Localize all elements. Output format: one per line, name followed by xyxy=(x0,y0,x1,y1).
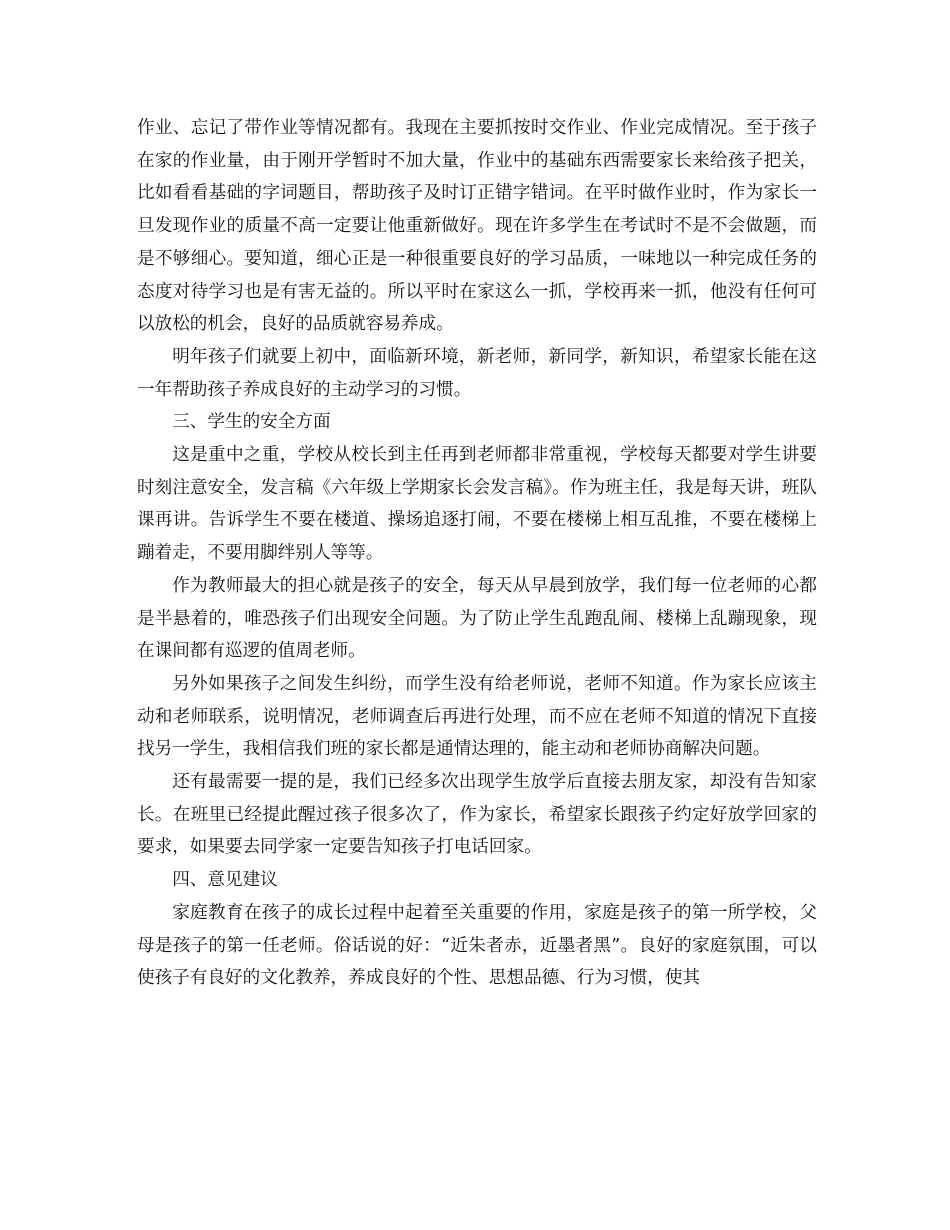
paragraph-teacher-concern: 作为教师最大的担心就是孩子的安全，每天从早晨到放学，我们每一位老师的心都是半悬着的，唯恐孩子们出现安全问题。为了防止学生乱跑乱闹、楼梯上乱蹦现象，现在课间都有巡逻的值周老师。 xyxy=(137,575,817,662)
paragraph-family-education: 家庭教育在孩子的成长过程中起着至关重要的作用，家庭是孩子的第一所学校，父母是孩子的第一任老师。俗话说的好：“近朱者赤，近墨者黑”。良好的家庭氛围，可以使孩子有良好的文化教养，养成良好的个性、思想品德、行为习惯，使其 xyxy=(137,902,817,989)
paragraph-junior-high: 明年孩子们就要上初中，面临新环境，新老师，新同学，新知识，希望家长能在这一年帮助孩子养成良好的主动学习的习惯。 xyxy=(137,346,817,400)
paragraph-disputes: 另外如果孩子之间发生纠纷，而学生没有给老师说，老师不知道。作为家长应该主动和老师联系，说明情况，老师调查后再进行处理，而不应在老师不知道的情况下直接找另一学生，我相信我们班的家长都是通情达理的，能主动和老师协商解决问题。 xyxy=(137,673,817,760)
paragraph-after-school: 还有最需要一提的是，我们已经多次出现学生放学后直接去朋友家，却没有告知家长。在班里已经提此醒过孩子很多次了，作为家长，希望家长跟孩子约定好放学回家的要求，如果要去同学家一定要告知孩子打电话回家。 xyxy=(137,772,817,858)
paragraph-homework: 作业、忘记了带作业等情况都有。我现在主要抓按时交作业、作业完成情况。至于孩子在家的作业量，由于刚开学暂时不加大量，作业中的基础东西需要家长来给孩子把关，比如看看基础的字词题目，帮助孩子及时订正错字错词。在平时做作业时，作为家长一旦发现作业的质量不高一定要让他重新做好。现在许多学生在考试时不是不会做题，而是不够细心。要知道，细心正是一种很重要良好的学习品质，一味地以一种完成任务的态度对待学习也是有害无益的。所以平时在家这么一抓，学校再来一抓，他没有任何可以放松的机会，良好的品质就容易养成。 xyxy=(137,118,817,335)
section-heading-safety: 三、学生的安全方面 xyxy=(172,412,331,433)
section-heading-suggestions: 四、意见建议 xyxy=(172,870,278,891)
paragraph-safety-importance: 这是重中之重，学校从校长到主任再到老师都非常重视，学校每天都要对学生讲要时刻注意安全，发言稿《六年级上学期家长会发言稿》。作为班主任，我是每天讲，班队课再讲。告诉学生不要在楼道、操场追逐打闹，不要在楼梯上相互乱推，不要在楼梯上蹦着走，不要用脚绊别人等等。 xyxy=(137,445,817,564)
document-body xyxy=(137,112,817,995)
